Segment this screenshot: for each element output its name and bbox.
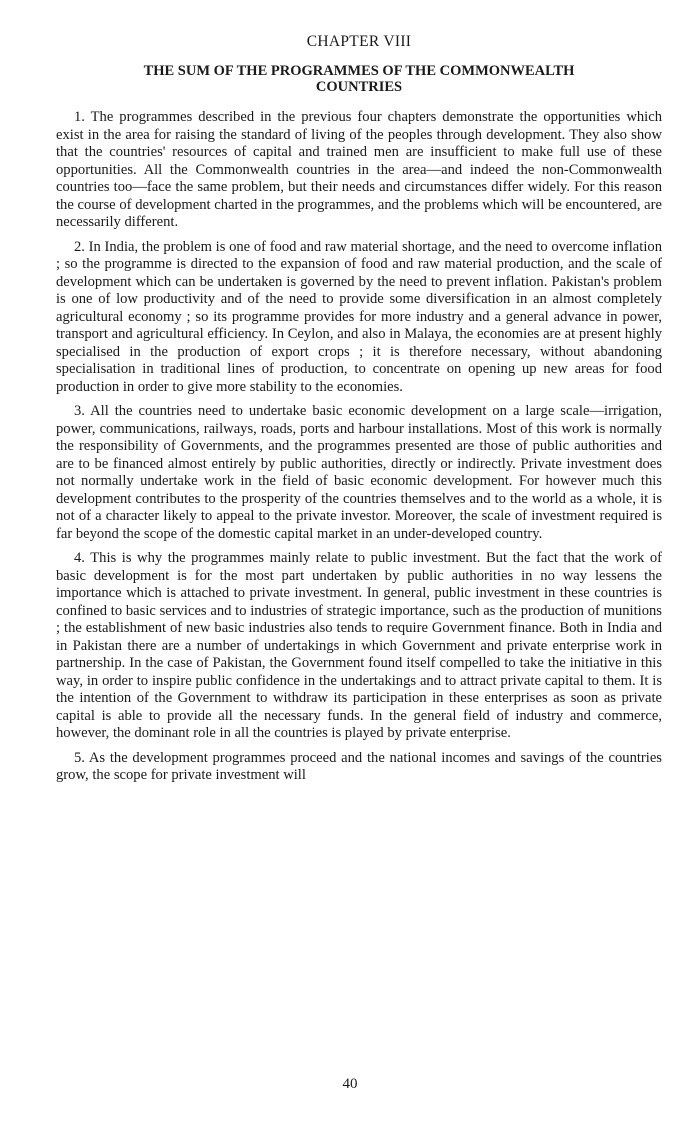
document-page: [56, 33, 662, 792]
chapter-title: [56, 63, 662, 95]
paragraph-4: 4. This is why the programmes mainly relate to public investment. But the fact that the work of basic development is for the most part undertaken by public authorities in no way lessens the importance which is attached to private investment. In general, public investment in these countries is confined to basic services and to industries of strategic importance, such as the production of munitions ; the establishment of new basic industries also tends to require Government finance. Both in India and in Pakistan there are a number of undertakings in which Government and private enterprise work in partnership. In the case of Pakistan, the Government found itself compelled to take the initiative in this way, in order to inspire public confidence in the undertakings and to attract private capital to them. It is the intention of the Government to withdraw its participation in these enterprises as soon as private capital is able to provide all the necessary funds. In the general field of industry and commerce, however, the dominant role in all the countries is played by private enterprise.: [56, 550, 662, 741]
chapter-title-line-2: COUNTRIES: [315, 79, 403, 95]
paragraph-2: 2. In India, the problem is one of food and raw material shortage, and the need to overcome inflation ; so the programme is directed to the expansion of food and raw material production, and the scale of development which can be undertaken is governed by the need to prevent inflation. Pakistan's problem is one of low productivity and of the need to provide some diversification in an almost completely agricultural economy ; so its programme provides for more industry and a general advance in power, transport and agricultural efficiency. In Ceylon, and also in Malaya, the economies are at present highly specialised in the production of export crops ; it is therefore necessary, without abandoning specialisation in traditional lines of production, to concentrate on opening up new areas for food production in order to give more stability to the economies.: [56, 238, 662, 395]
paragraph-3: 3. All the countries need to undertake basic economic development on a large scale—irrigation, power, communications, railways, roads, ports and harbour installations. Most of this work is normally the responsibility of Governments, and the programmes presented are those of public authorities and are to be financed almost entirely by public authorities, directly or indirectly. Private investment does not normally undertake work in the field of basic economic development. For however much this development contributes to the prosperity of the countries themselves and to the world as a whole, it is not of a character likely to appeal to the private investor. Moreover, the scale of investment required is far beyond the scope of the domestic capital market in an under-developed country.: [56, 403, 662, 542]
paragraph-1: 1. The programmes described in the previous four chapters demonstrate the opportunities which exist in the area for raising the standard of living of the peoples through development. They also show that the countries' resources of capital and trained men are insufficient to make full use of these opportunities. All the Commonwealth countries in the area—and indeed the non-Commonwealth countries too—face the same problem, but their needs and circumstances differ widely. For this reason the course of development charted in the programmes, and the problems which will be encountered, are necessarily different.: [56, 109, 662, 230]
chapter-title-line-1: THE SUM OF THE PROGRAMMES OF THE COMMONWEALTH: [143, 63, 575, 79]
chapter-heading: CHAPTER VIII: [306, 33, 412, 50]
page-number: 40: [342, 1076, 358, 1092]
paragraph-5: 5. As the development programmes proceed and the national incomes and savings of the countries grow, the scope for private investment will: [56, 749, 662, 783]
